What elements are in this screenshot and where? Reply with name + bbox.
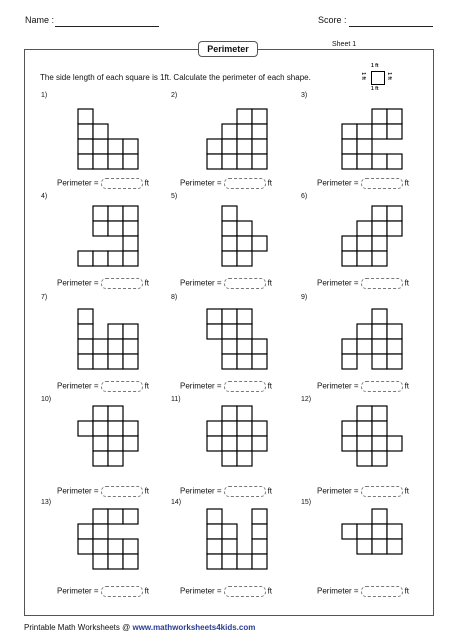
- unit-label: ft: [404, 381, 410, 391]
- unit-square: [123, 139, 138, 154]
- unit-square: [372, 339, 387, 354]
- problem-number: 7): [41, 294, 48, 301]
- unit-square: [357, 324, 372, 339]
- unit-square: [123, 436, 138, 451]
- problem-number: 9): [301, 294, 308, 301]
- problem-number: 6): [301, 193, 308, 200]
- worksheet-title: Perimeter: [198, 41, 258, 57]
- unit-square: [372, 251, 387, 266]
- perimeter-label: Perimeter =: [317, 486, 359, 496]
- unit-label: ft: [267, 381, 273, 391]
- unit-square: [207, 524, 222, 539]
- unit-square: [108, 139, 123, 154]
- unit-square: [93, 154, 108, 169]
- unit-square: [78, 154, 93, 169]
- unit-square: [222, 524, 237, 539]
- answer-box[interactable]: [224, 486, 266, 497]
- answer-box[interactable]: [361, 278, 403, 289]
- unit-square: [123, 154, 138, 169]
- perimeter-label: Perimeter =: [57, 381, 99, 391]
- unit-square: [342, 124, 357, 139]
- unit-square: [78, 309, 93, 324]
- unit-square: [372, 354, 387, 369]
- unit-square: [357, 236, 372, 251]
- shape-grid: [341, 108, 403, 170]
- unit-square: [252, 109, 267, 124]
- perimeter-label: Perimeter =: [317, 278, 359, 288]
- unit-square: [123, 421, 138, 436]
- unit-square: [108, 539, 123, 554]
- unit-square: [78, 324, 93, 339]
- problem-number: 13): [41, 499, 52, 506]
- problem-number: 1): [41, 92, 48, 99]
- shape-grid: [206, 508, 268, 570]
- unit-square: [357, 251, 372, 266]
- problem-number: 3): [301, 92, 308, 99]
- unit-square: [78, 109, 93, 124]
- score-label: Score :: [318, 15, 347, 25]
- unit-label: ft: [267, 278, 273, 288]
- unit-label: ft: [144, 486, 150, 496]
- unit-square: [357, 339, 372, 354]
- sheet-number: Sheet 1: [332, 41, 357, 48]
- unit-square: [207, 554, 222, 569]
- answer-box[interactable]: [101, 381, 143, 392]
- perimeter-label: Perimeter =: [180, 178, 222, 188]
- unit-square: [237, 421, 252, 436]
- footer-url[interactable]: www.mathworksheets4kids.com: [132, 623, 256, 632]
- answer-row: [180, 278, 272, 289]
- unit-square: [222, 421, 237, 436]
- unit-square: [357, 436, 372, 451]
- answer-box[interactable]: [101, 278, 143, 289]
- unit-square: [222, 406, 237, 421]
- unit-square: [342, 524, 357, 539]
- unit-square: [222, 339, 237, 354]
- answer-box[interactable]: [361, 486, 403, 497]
- unit-label: ft: [404, 278, 410, 288]
- unit-square: [222, 436, 237, 451]
- unit-square: [108, 354, 123, 369]
- unit-square: [93, 139, 108, 154]
- unit-square: [78, 139, 93, 154]
- unit-square: [372, 324, 387, 339]
- unit-square: [372, 221, 387, 236]
- unit-square: [108, 554, 123, 569]
- unit-square: [108, 509, 123, 524]
- unit-square: [387, 324, 402, 339]
- unit-square: [237, 406, 252, 421]
- unit-square: [237, 251, 252, 266]
- unit-square: [372, 406, 387, 421]
- unit-label: ft: [404, 178, 410, 188]
- perimeter-label: Perimeter =: [317, 178, 359, 188]
- unit-square: [222, 451, 237, 466]
- unit-label: ft: [144, 586, 150, 596]
- unit-square: [372, 436, 387, 451]
- unit-square: [108, 154, 123, 169]
- shape-grid: [77, 205, 139, 267]
- unit-square: [252, 509, 267, 524]
- unit-square: [372, 539, 387, 554]
- unit-square: [237, 309, 252, 324]
- unit-square: [123, 354, 138, 369]
- unit-square: [78, 124, 93, 139]
- unit-square: [237, 139, 252, 154]
- unit-square: [357, 221, 372, 236]
- unit-square: [93, 421, 108, 436]
- shape-grid: [77, 405, 139, 467]
- unit-square: [222, 206, 237, 221]
- problem-number: 11): [171, 396, 181, 403]
- answer-row: [57, 586, 149, 597]
- unit-square: [342, 154, 357, 169]
- unit-square: [387, 539, 402, 554]
- answer-row: [317, 486, 409, 497]
- unit-square: [93, 221, 108, 236]
- perimeter-label: Perimeter =: [317, 586, 359, 596]
- unit-square: [123, 554, 138, 569]
- unit-square: [78, 354, 93, 369]
- shape-grid: [206, 308, 268, 370]
- footer-prefix: Printable Math Worksheets @: [24, 623, 133, 632]
- answer-row: [57, 486, 149, 497]
- shape-grid: [341, 308, 403, 370]
- unit-square: [123, 539, 138, 554]
- unit-square: [207, 539, 222, 554]
- answer-box[interactable]: [224, 278, 266, 289]
- problem-number: 5): [171, 193, 178, 200]
- unit-square: [222, 221, 237, 236]
- perimeter-label: Perimeter =: [57, 278, 99, 288]
- unit-square: [93, 539, 108, 554]
- shape-grid: [341, 508, 403, 570]
- unit-square: [222, 251, 237, 266]
- unit-square: [108, 421, 123, 436]
- answer-row: [180, 381, 272, 392]
- unit-square: [387, 339, 402, 354]
- unit-square: [108, 251, 123, 266]
- unit-square: [237, 124, 252, 139]
- unit-label: ft: [267, 486, 273, 496]
- unit-square: [252, 539, 267, 554]
- unit-square: [123, 206, 138, 221]
- unit-square: [123, 339, 138, 354]
- unit-square: [237, 354, 252, 369]
- unit-square: [252, 354, 267, 369]
- unit-square: [372, 524, 387, 539]
- unit-square: [207, 509, 222, 524]
- answer-box[interactable]: [361, 586, 403, 597]
- unit-square: [387, 206, 402, 221]
- problem-number: 14): [171, 499, 182, 506]
- unit-square: [252, 139, 267, 154]
- problem-number: 4): [41, 193, 48, 200]
- unit-square: [357, 524, 372, 539]
- unit-square: [222, 554, 237, 569]
- unit-square: [222, 154, 237, 169]
- unit-square: [237, 451, 252, 466]
- unit-square: [252, 154, 267, 169]
- unit-square: [342, 354, 357, 369]
- perimeter-label: Perimeter =: [180, 381, 222, 391]
- unit-square: [342, 251, 357, 266]
- unit-square: [207, 421, 222, 436]
- unit-square: [237, 221, 252, 236]
- unit-label: ft: [144, 381, 150, 391]
- unit-square: [93, 354, 108, 369]
- unit-square: [123, 236, 138, 251]
- unit-square: [237, 339, 252, 354]
- unit-square: [372, 421, 387, 436]
- unit-square: [123, 251, 138, 266]
- answer-box[interactable]: [224, 586, 266, 597]
- unit-square: [357, 451, 372, 466]
- name-label: Name :: [25, 15, 55, 25]
- unit-label: ft: [144, 178, 150, 188]
- unit-square: [93, 509, 108, 524]
- perimeter-label: Perimeter =: [180, 486, 222, 496]
- answer-row: [180, 586, 272, 597]
- unit-square: [108, 324, 123, 339]
- unit-square: [222, 309, 237, 324]
- unit-square: [342, 236, 357, 251]
- shape-grid: [206, 108, 268, 170]
- unit-square: [78, 524, 93, 539]
- unit-square: [237, 436, 252, 451]
- shape-grid: [341, 405, 403, 467]
- unit-square: [78, 421, 93, 436]
- unit-square: [252, 524, 267, 539]
- unit-square: [387, 221, 402, 236]
- unit-square: [237, 236, 252, 251]
- answer-row: [317, 586, 409, 597]
- perimeter-label: Perimeter =: [57, 178, 99, 188]
- unit-square: [108, 339, 123, 354]
- unit-square: [222, 124, 237, 139]
- answer-box[interactable]: [224, 178, 266, 189]
- unit-square: [387, 354, 402, 369]
- unit-square: [252, 554, 267, 569]
- unit-square: [93, 339, 108, 354]
- unit-square: [342, 436, 357, 451]
- unit-square: [108, 221, 123, 236]
- answer-row: [180, 178, 272, 189]
- perimeter-label: Perimeter =: [317, 381, 359, 391]
- unit-square: [252, 436, 267, 451]
- shape-grid: [341, 205, 403, 267]
- answer-row: [317, 278, 409, 289]
- unit-square: [123, 324, 138, 339]
- unit-square: [207, 139, 222, 154]
- unit-square: [387, 154, 402, 169]
- unit-square: [342, 339, 357, 354]
- unit-square: [342, 421, 357, 436]
- unit-square: [222, 539, 237, 554]
- problem-number: 15): [301, 499, 312, 506]
- unit-square: [237, 154, 252, 169]
- answer-row: [317, 178, 409, 189]
- unit-square: [207, 309, 222, 324]
- answer-row: [57, 381, 149, 392]
- unit-square: [108, 406, 123, 421]
- unit-label: ft: [404, 486, 410, 496]
- unit-square: [108, 436, 123, 451]
- unit-square: [93, 524, 108, 539]
- instructions: The side length of each square is 1ft. Calculate the perimeter of each shape.: [40, 73, 311, 82]
- unit-square: [207, 436, 222, 451]
- answer-row: [57, 278, 149, 289]
- shape-grid: [77, 308, 139, 370]
- unit-label: ft: [144, 278, 150, 288]
- unit-square: [237, 324, 252, 339]
- unit-label: ft: [404, 586, 410, 596]
- unit-square: [108, 451, 123, 466]
- unit-square: [387, 436, 402, 451]
- unit-square: [93, 451, 108, 466]
- shape-grid: [77, 108, 139, 170]
- unit-square: [357, 421, 372, 436]
- problem-number: 2): [171, 92, 178, 99]
- unit-square: [372, 236, 387, 251]
- unit-square: [252, 124, 267, 139]
- score-line[interactable]: [349, 26, 433, 27]
- unit-label: ft: [267, 586, 273, 596]
- unit-square: [372, 451, 387, 466]
- answer-row: [180, 486, 272, 497]
- unit-square: [123, 221, 138, 236]
- legend-top-label: 1 ft: [371, 63, 379, 69]
- shape-grid: [77, 508, 139, 570]
- answer-row: [57, 178, 149, 189]
- unit-square: [252, 236, 267, 251]
- unit-square: [93, 124, 108, 139]
- unit-square: [222, 139, 237, 154]
- legend-left-label: 1 ft: [359, 72, 366, 80]
- unit-label: ft: [267, 178, 273, 188]
- unit-square: [93, 206, 108, 221]
- unit-square: [93, 406, 108, 421]
- answer-row: [317, 381, 409, 392]
- perimeter-label: Perimeter =: [57, 586, 99, 596]
- unit-square: [372, 206, 387, 221]
- unit-square: [93, 251, 108, 266]
- unit-square: [387, 524, 402, 539]
- unit-square: [207, 324, 222, 339]
- unit-square: [78, 539, 93, 554]
- unit-square: [387, 109, 402, 124]
- answer-box[interactable]: [101, 486, 143, 497]
- shape-grid: [206, 405, 268, 467]
- unit-square: [123, 509, 138, 524]
- unit-square: [357, 154, 372, 169]
- unit-square: [93, 554, 108, 569]
- answer-box[interactable]: [101, 178, 143, 189]
- unit-square: [372, 109, 387, 124]
- unit-square-icon: [371, 71, 385, 85]
- unit-square: [222, 354, 237, 369]
- unit-square: [357, 124, 372, 139]
- unit-square: [222, 236, 237, 251]
- unit-square: [342, 139, 357, 154]
- shape-grid: [206, 205, 268, 267]
- problem-number: 10): [41, 396, 52, 403]
- unit-square: [78, 251, 93, 266]
- unit-square: [222, 324, 237, 339]
- unit-square: [207, 154, 222, 169]
- perimeter-label: Perimeter =: [180, 278, 222, 288]
- answer-box[interactable]: [361, 178, 403, 189]
- legend-right-label: 1 ft: [385, 72, 392, 80]
- perimeter-label: Perimeter =: [180, 586, 222, 596]
- unit-square: [357, 139, 372, 154]
- unit-square: [372, 309, 387, 324]
- footer: [24, 623, 255, 632]
- unit-square: [357, 539, 372, 554]
- unit-square: [237, 109, 252, 124]
- answer-box[interactable]: [224, 381, 266, 392]
- unit-square: [78, 339, 93, 354]
- unit-square: [357, 406, 372, 421]
- answer-box[interactable]: [101, 586, 143, 597]
- unit-square: [372, 509, 387, 524]
- unit-square: [252, 421, 267, 436]
- unit-square: [108, 206, 123, 221]
- answer-box[interactable]: [361, 381, 403, 392]
- unit-square: [387, 124, 402, 139]
- perimeter-label: Perimeter =: [57, 486, 99, 496]
- problem-number: 8): [171, 294, 178, 301]
- unit-square: [237, 554, 252, 569]
- unit-square: [252, 339, 267, 354]
- problem-number: 12): [301, 396, 312, 403]
- legend-bottom-label: 1 ft: [371, 86, 379, 92]
- unit-square: [93, 436, 108, 451]
- name-line[interactable]: [55, 26, 159, 27]
- unit-square-legend: [359, 63, 396, 93]
- unit-square: [372, 124, 387, 139]
- unit-square: [372, 154, 387, 169]
